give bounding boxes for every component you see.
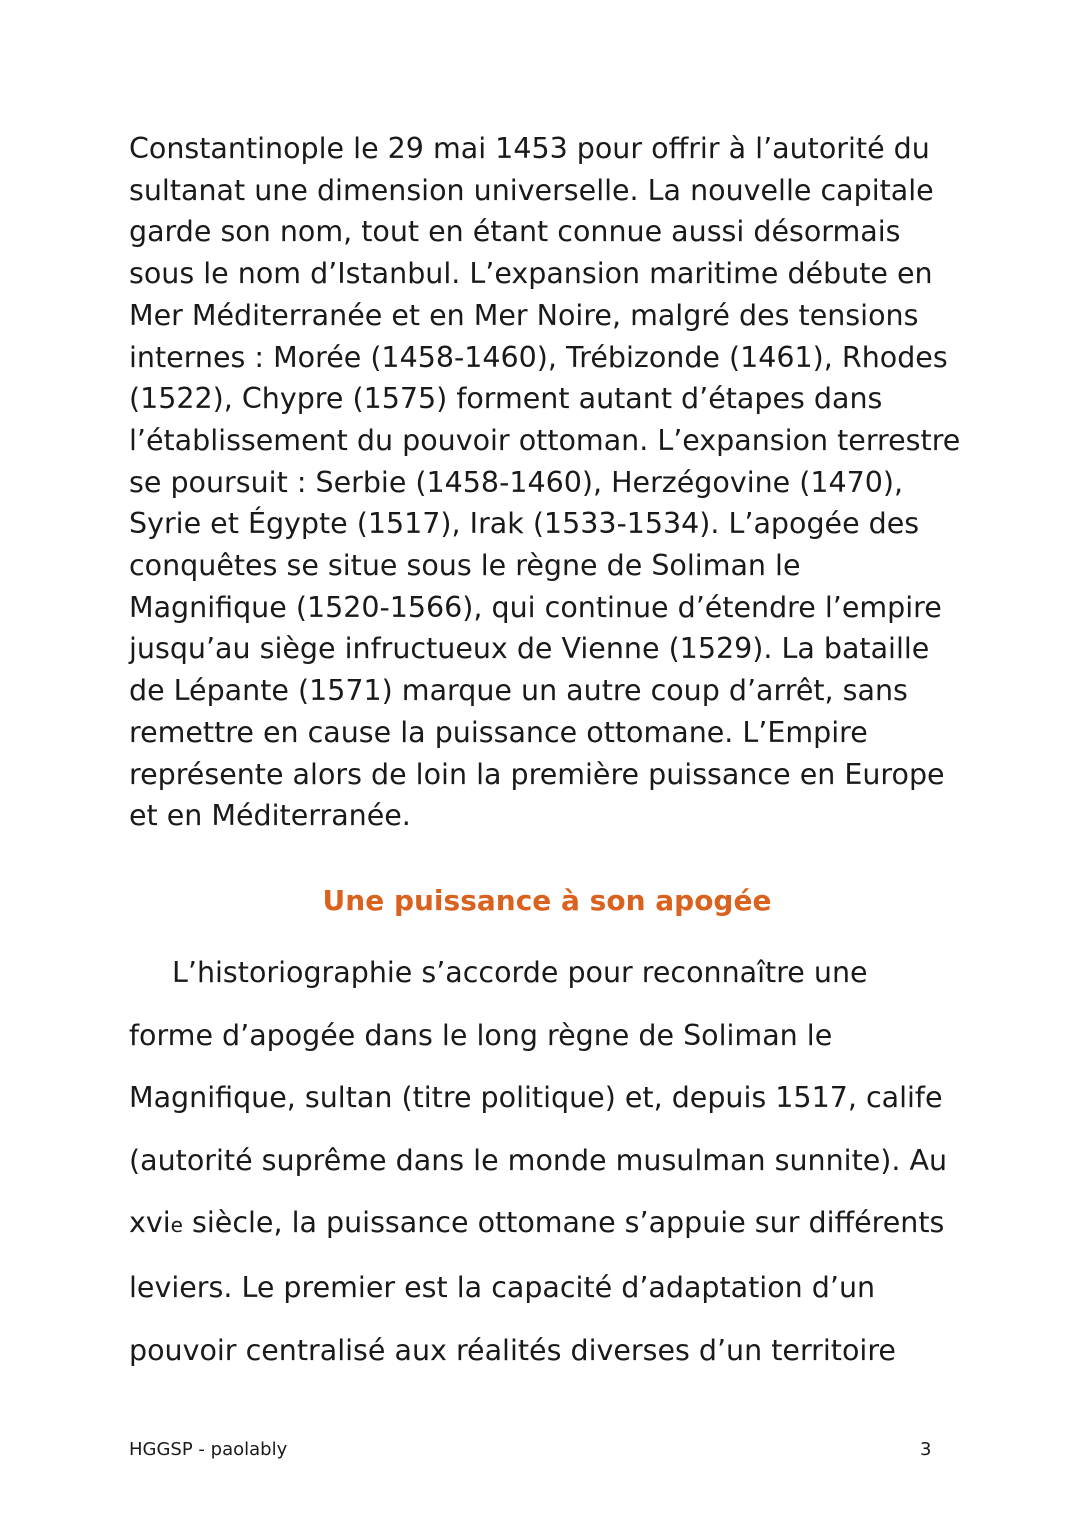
- text-line: l’établissement du pouvoir ottoman. L’expansion terrestre: [129, 423, 961, 457]
- text-line: internes : Morée (1458-1460), Trébizonde (1461), Rhodes: [129, 340, 948, 374]
- text-line: Syrie et Égypte (1517), Irak (1533-1534). L’apogée des: [129, 507, 920, 541]
- century-line-rest: siècle, la puissance ottomane s’appuie sur différents: [182, 1206, 945, 1240]
- text-line: pouvoir centralisé aux réalités diverses d’un territoire: [129, 1333, 896, 1367]
- text-line: et en Méditerranée.: [129, 799, 411, 833]
- text-line: sous le nom d’Istanbul. L’expansion maritime débute en: [129, 257, 933, 291]
- text-line: remettre en cause la puissance ottomane. L’Empire: [129, 715, 868, 749]
- page-number: 3: [920, 1439, 932, 1460]
- text-line: (autorité suprême dans le monde musulman sunnite). Au: [129, 1143, 948, 1177]
- body-paragraph-2: [129, 942, 949, 1382]
- text-line: (1522), Chypre (1575) forment autant d’étapes dans: [129, 382, 883, 416]
- century-suffix: e: [170, 1213, 183, 1238]
- text-line: Constantinople le 29 mai 1453 pour offrir à l’autorité du: [129, 132, 930, 165]
- body-paragraph-1: [129, 128, 961, 837]
- section-heading: Une puissance à son apogée: [322, 884, 772, 917]
- text-line: [129, 1192, 949, 1257]
- text-line: leviers. Le premier est la capacité d’adaptation d’un: [129, 1270, 876, 1304]
- text-line: forme d’apogée dans le long règne de Soliman le: [129, 1018, 833, 1052]
- text-line: se poursuit : Serbie (1458-1460), Herzégovine (1470),: [129, 465, 904, 499]
- text-line: Mer Méditerranée et en Mer Noire, malgré des tensions: [129, 298, 919, 332]
- text-line: de Lépante (1571) marque un autre coup d’arrêt, sans: [129, 674, 908, 708]
- text-line: jusqu’au siège infructueux de Vienne (1529). La bataille: [129, 632, 930, 666]
- text-line: Magnifique (1520-1566), qui continue d’étendre l’empire: [129, 590, 942, 624]
- footer-source: HGGSP - paolably: [129, 1439, 288, 1460]
- text-line: L’historiographie s’accorde pour reconnaître une: [172, 956, 868, 989]
- text-line: sultanat une dimension universelle. La nouvelle capitale: [129, 173, 934, 207]
- text-line: conquêtes se situe sous le règne de Soliman le: [129, 549, 801, 583]
- text-line: Magnifique, sultan (titre politique) et, depuis 1517, calife: [129, 1081, 943, 1115]
- century-numeral: xvi: [129, 1206, 171, 1240]
- text-line: représente alors de loin la première puissance en Europe: [129, 757, 945, 791]
- text-line: garde son nom, tout en étant connue aussi désormais: [129, 215, 901, 249]
